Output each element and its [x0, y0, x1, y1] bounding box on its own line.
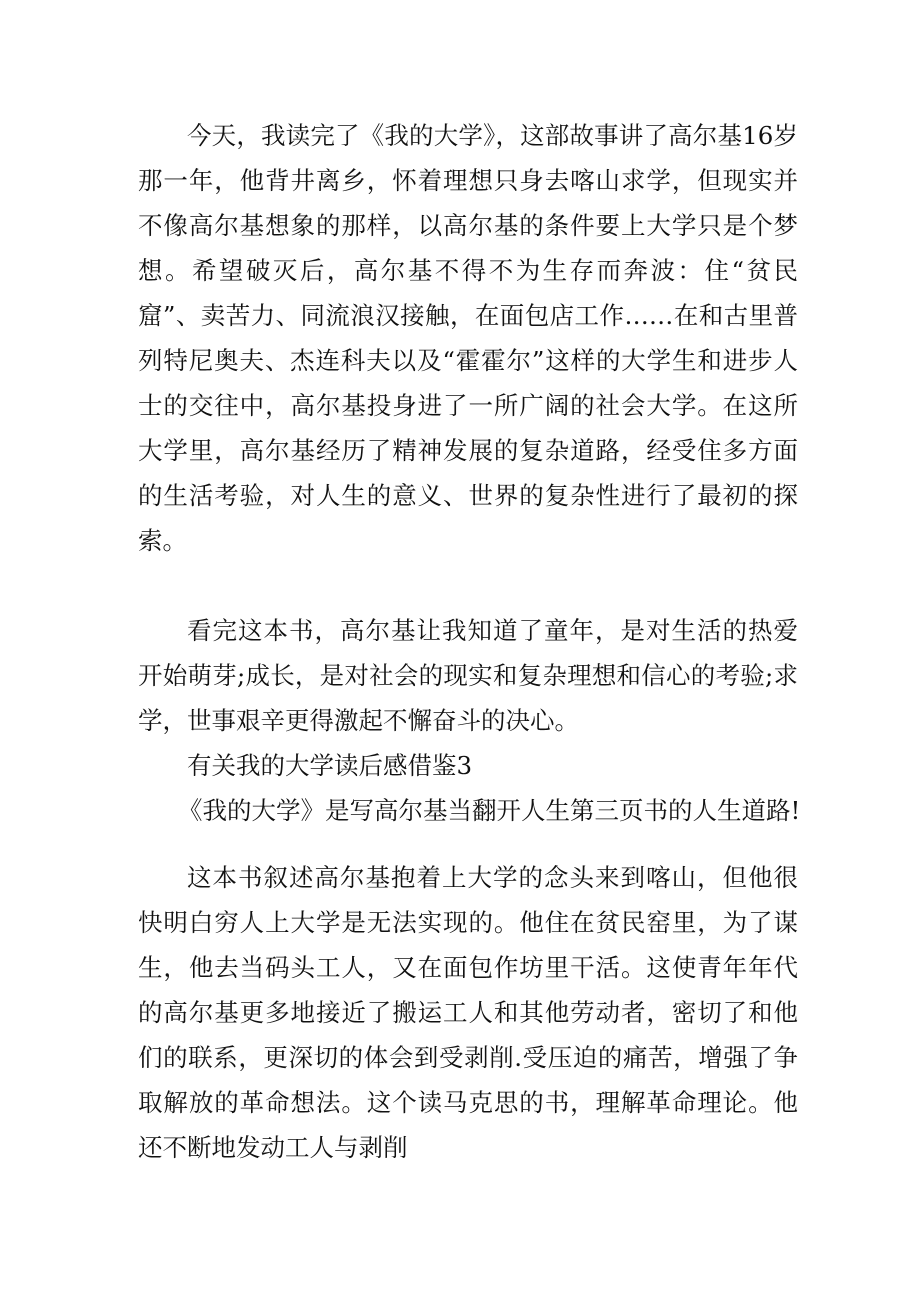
paragraph-2: 看完这本书，高尔基让我知道了童年，是对生活的热爱开始萌芽;成长，是对社会的现实和复杂理想和信心的考验;求学，世事艰辛更得激起不懈奋斗的决心。 — [138, 616, 798, 735]
section-heading: 有关我的大学读后感借鉴3 — [187, 751, 473, 780]
paragraph-1: 今天，我读完了《我的大学》，这部故事讲了高尔基16岁那一年，他背井离乡，怀着理想只身去喀山求学，但现实并不像高尔基想象的那样，以高尔基的条件要上大学只是个梦想。希望破灭后，高尔基不得不为生存而奔波：住“贫民窟”、卖苦力、同流浪汉接触，在面包店工作……在和古里普列特尼奥夫、杰连科夫以及“霍霍尔”这样的大学生和进步人士的交往中，高尔基投身进了一所广阔的社会大学。在这所大学里，高尔基经历了精神发展的复杂道路，经受住多方面的生活考验，对人生的意义、世界的复杂性进行了最初的探索。 — [138, 121, 798, 555]
document-body — [138, 113, 801, 1170]
paragraph-4: 这本书叙述高尔基抱着上大学的念头来到喀山，但他很快明白穷人上大学是无法实现的。他住在贫民窑里，为了谋生，他去当码头工人，又在面包作坊里干活。这使青年年代的高尔基更多地接近了搬运工人和其他劳动者，密切了和他们的联系，更深切的体会到受剥削.受压迫的痛苦，增强了争取解放的革命想法。这个读马克思的书，理解革命理论。他还不断地发动工人与剥削 — [138, 863, 798, 1162]
paragraph-3: 《我的大学》是写高尔基当翻开人生第三页书的人生道路! — [178, 796, 801, 825]
